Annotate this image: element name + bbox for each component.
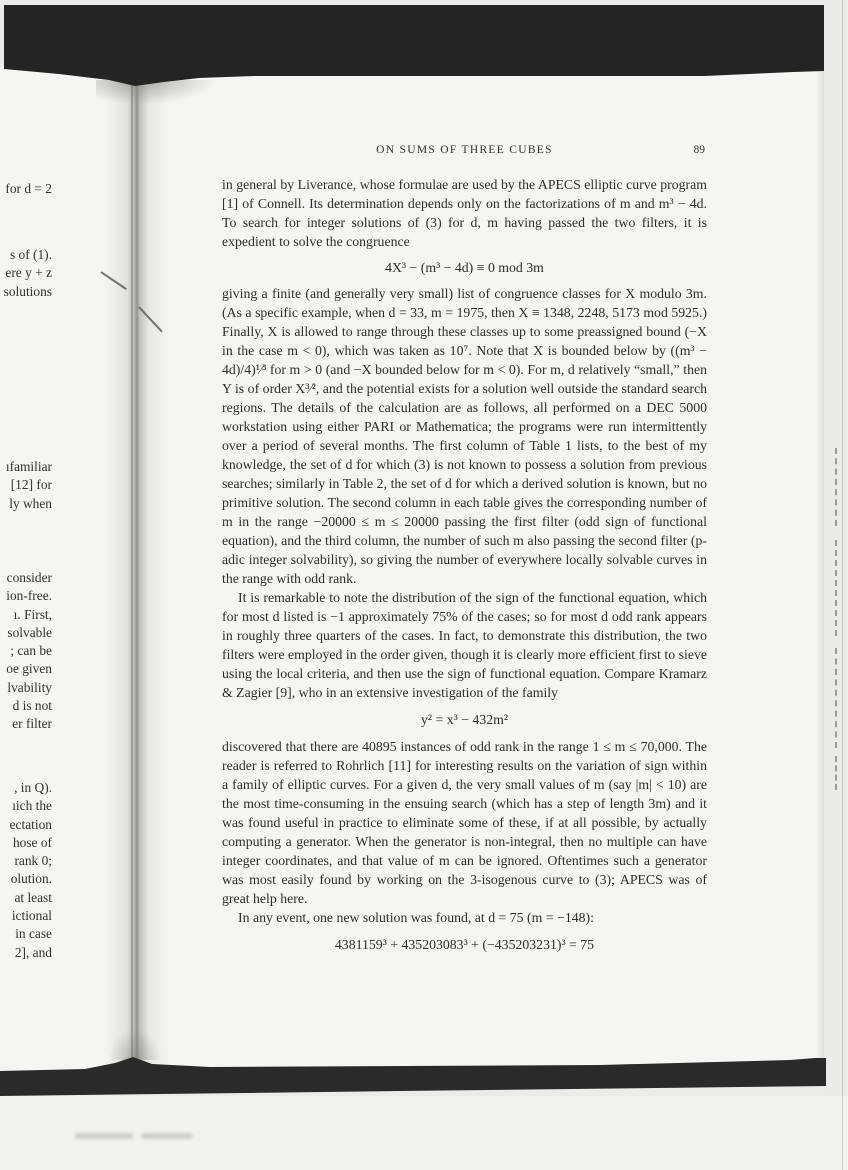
left-page-text-fragment: d is not [12,698,52,714]
left-page-fragment-group [0,779,52,962]
left-page-text-fragment: in case [15,926,52,942]
display-equation-congruence: 4X³ − (m³ − 4d) ≡ 0 mod 3m [385,260,544,275]
paragraph: In any event, one new solution was found, at d = 75 (m = −148): [238,910,594,925]
left-page-text-fragment: ictional [11,908,52,924]
left-page-text-fragment: consider [6,570,52,585]
display-equation-elliptic-family: y² = x³ − 432m² [421,712,508,727]
paragraph: It is remarkable to note the distribution of the sign of the functional equation, which for most d listed is −1 approximately 75% of the cases; so for most d odd rank appears in roughly three quarters of the cases. In fact, to demonstrate this distribution, the two filters were employed in the order given, though it is clearly more efficient first to sieve using the local criteria, and then use the sign of functional equation. Compare Kramarz & Zagier [9], who in an extensive investigation of the family [222,590,707,700]
left-page-text-fragment: s of (1). [9,247,52,262]
left-page-text-fragment: ly when [9,495,52,511]
smudge-mark [75,1133,133,1139]
running-title: ON SUMS OF THREE CUBES [376,144,553,156]
smudge-mark [141,1133,193,1139]
left-page-text-fragment: ectation [9,816,52,832]
left-page-text-fragment: at least [14,889,52,905]
left-page-fragment-group [0,569,52,734]
page-right-edge-shade [816,70,824,1070]
book-gutter-shadow [104,70,170,1074]
gutter-top-shadow [96,80,246,142]
left-page-text-fragment: er filter [12,716,52,732]
left-page-text-fragment: solutions [3,283,52,299]
left-page-text-fragment: ıich the [12,798,52,814]
paragraph: giving a finite (and generally very small) list of congruence classes for X modulo 3m. (As a specific example, when d = 33, m = 1975, then X ≡ 1348, 2248, 5173 mod 5925.) Finally, X is allowed to range through these classes up to some preassigned bound (−X in the case m < 0), which was taken as 10⁷. Note that X is bounded below by ((m³ − 4d)/4)¹⁄³ for m > 0 (and −X bounded below for m < 0). For m, d relatively “small,” then Y is of order X³⁄², and the potential exists for a solution well outside the standard search regions. The details of the calculation are as follows, all performed on a DEC 5000 workstation using either PARI or Mathematica; the programs were run intermittently over a period of several months. The first column of Table 1 lists, to the best of my knowledge, the set of d for which (3) is not known to possess a solution from previous searches; similarly in Table 2, the set of d for which a derived solution is known, but no primitive solution. The second column in each table gives the corresponding number of m in the range −20000 ≤ m ≤ 20000 passing the first filter (odd sign of functional equation), and the third column, the number of such m also passing the second filter (p-adic integer solvability), so giving the number of everywhere locally solvable curves in the range with odd rank. [222,286,707,586]
left-page-text-fragment: olution. [10,871,52,887]
scan-edge-line [842,0,843,1170]
page-text-block [222,175,707,962]
left-page-fragment-group [0,180,52,198]
left-page-text-fragment: hose of [12,834,52,850]
book-gutter-crease [131,74,133,1070]
left-page-text-fragment: rank 0; [14,853,52,869]
left-page-text-fragment: oe given [6,661,52,677]
left-page-text-fragment: ion-free. [6,588,52,604]
margin-pen-marks [835,756,840,790]
left-page-fragment-group [0,246,52,301]
paragraph: discovered that there are 40895 instances of odd rank in the range 1 ≤ m ≤ 70,000. The reader is referred to Rohrlich [11] for interesting results on the variation of sign within a family of elliptic curves. For a given d, the very small values of m (say |m| < 10) are the most time-consuming in the ensuing search (which has a step of length 3m) and it was found useful in practice to eliminate some of these, if at all possible, by actually computing a generator. When the generator is non-integral, then no multiple can have integer coordinates, and that value of m can be ignored. Oftentimes such a generator was most easily found by working on the 3-isogenous curve to (3); APECS was of great help here. [222,739,707,906]
left-page-text-fragment: solvable [7,624,52,640]
left-page-text-fragment: lvability [7,679,52,695]
gutter-bottom-shadow [108,1000,168,1060]
left-page-text-fragment: ere y + z [5,265,52,281]
left-page-text-fragment: ı. First, [13,606,52,622]
margin-pen-marks [835,648,840,748]
margin-pen-marks [835,540,840,636]
left-page-text-fragment: [12] for [10,477,52,493]
paragraph: in general by Liverance, whose formulae are used by the APECS elliptic curve program [1] of Connell. Its determination depends only on the factorizations of m and m³ − 4d. To search for integer solutions of (3) for d, m having passed the two filters, it is expedient to solve the congruence [222,177,707,249]
left-page-text-fragment: , in Q). [14,780,52,795]
left-page-text-fragment: ıfamiliar [5,459,52,474]
left-page-text-fragment: ; can be [10,643,52,659]
display-equation-new-solution: 4381159³ + 435203083³ + (−435203231)³ = 75 [334,937,595,952]
left-page-fragment-group [0,458,52,513]
page-number: 89 [693,144,705,156]
left-page-text-fragment: 2], and [14,944,52,960]
running-head [222,144,707,156]
margin-pen-marks [835,448,840,526]
left-page-text-fragment: for d = 2 [5,181,52,196]
